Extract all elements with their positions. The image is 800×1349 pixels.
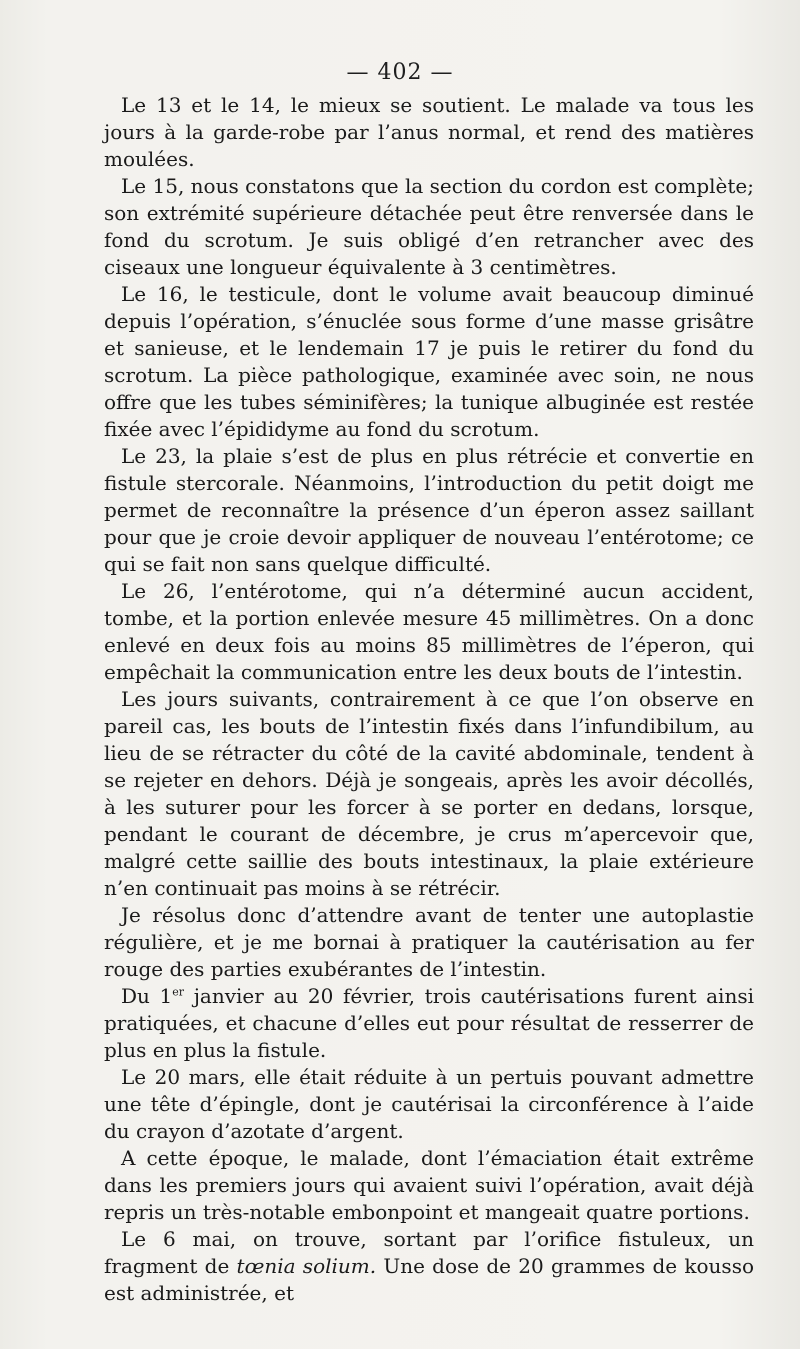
paragraph-janvier bbox=[104, 983, 754, 1064]
paragraph-15: Le 15, nous constatons que la section du cordon est complète; son extrémité supérieure détachée peut être renversée dans le fond du scrotum. Je suis obligé d’en retrancher avec des ciseaux une longueur équivalente à 3 centimètres. bbox=[104, 174, 754, 279]
paragraph-20-mars: Le 20 mars, elle était réduite à un pertuis pouvant admettre une tête d’épingle, dont je cautérisai la circonférence à l’aide du crayon d’azotate d’argent. bbox=[104, 1065, 754, 1143]
paragraph-cette-epoque: A cette époque, le malade, dont l’émaciation était extrême dans les premiers jours qui avaient suivi l’opération, avait déjà repris un très-notable embonpoint et mangeait quatre portions. bbox=[104, 1146, 754, 1224]
paragraph-13-14: Le 13 et le 14, le mieux se soutient. Le malade va tous les jours à la garde-robe par l’anus normal, et rend des matières moulées. bbox=[104, 93, 754, 171]
ordinal-superscript: er bbox=[172, 985, 185, 999]
paragraph-6-mai-lead: Le 6 mai, on trouve, sortant par l’orifice fistuleux, un fragment de bbox=[104, 1227, 754, 1278]
paragraph-autoplastie: Je résolus donc d’attendre avant de tenter une autoplastie régulière, et je me bornai à pratiquer la cautérisation au fer rouge des parties exubérantes de l’intestin. bbox=[104, 903, 754, 981]
body-text bbox=[104, 92, 754, 1307]
paragraph-23: Le 23, la plaie s’est de plus en plus rétrécie et convertie en fistule stercorale. Néanmoins, l’introduction du petit doigt me permet de reconnaître la présence d’un éperon assez saillant pour que je croie devoir appliquer de nouveau l’entérotome; ce qui se fait non sans quelque difficulté. bbox=[104, 444, 754, 576]
species-name: tœnia solium. bbox=[236, 1254, 377, 1278]
paragraph-janvier-lead: Du 1 bbox=[121, 984, 173, 1008]
paragraph-6-mai bbox=[104, 1226, 754, 1307]
paragraph-16: Le 16, le testicule, dont le volume avait beaucoup diminué depuis l’opération, s’énuclée sous forme d’une masse grisâtre et sanieuse, et le lendemain 17 je puis le retirer du fond du scrotum. La pièce pathologique, examinée avec soin, ne nous offre que les tubes séminifères; la tunique albuginée est restée fixée avec l’épididyme au fond du scrotum. bbox=[104, 282, 754, 441]
paragraph-jours-suivants: Les jours suivants, contrairement à ce que l’on observe en pareil cas, les bouts de l’intestin fixés dans l’infundibilum, au lieu de se rétracter du côté de la cavité abdominale, tendent à se rejeter en dehors. Déjà je songeais, après les avoir décollés, à les suturer pour les forcer à se porter en dedans, lorsque, pendant le courant de décembre, je crus m’apercevoir que, malgré cette saillie des bouts intestinaux, la plaie extérieure n’en continuait pas moins à se rétrécir. bbox=[104, 687, 754, 900]
paragraph-26: Le 26, l’entérotome, qui n’a déterminé aucun accident, tombe, et la portion enlevée mesure 45 millimètres. On a donc enlevé en deux fois au moins 85 millimètres de l’éperon, qui empêchait la communication entre les deux bouts de l’intestin. bbox=[104, 579, 754, 684]
page-number: — 402 — bbox=[346, 60, 454, 85]
paragraph-6-mai-rest: Une dose de 20 grammes de kousso est administrée, et bbox=[104, 1254, 755, 1305]
paragraph-janvier-rest: janvier au 20 février, trois cautérisations furent ainsi pratiquées, et chacune d’elles eut pour résultat de resserrer de plus en plus la fistule. bbox=[104, 984, 754, 1062]
